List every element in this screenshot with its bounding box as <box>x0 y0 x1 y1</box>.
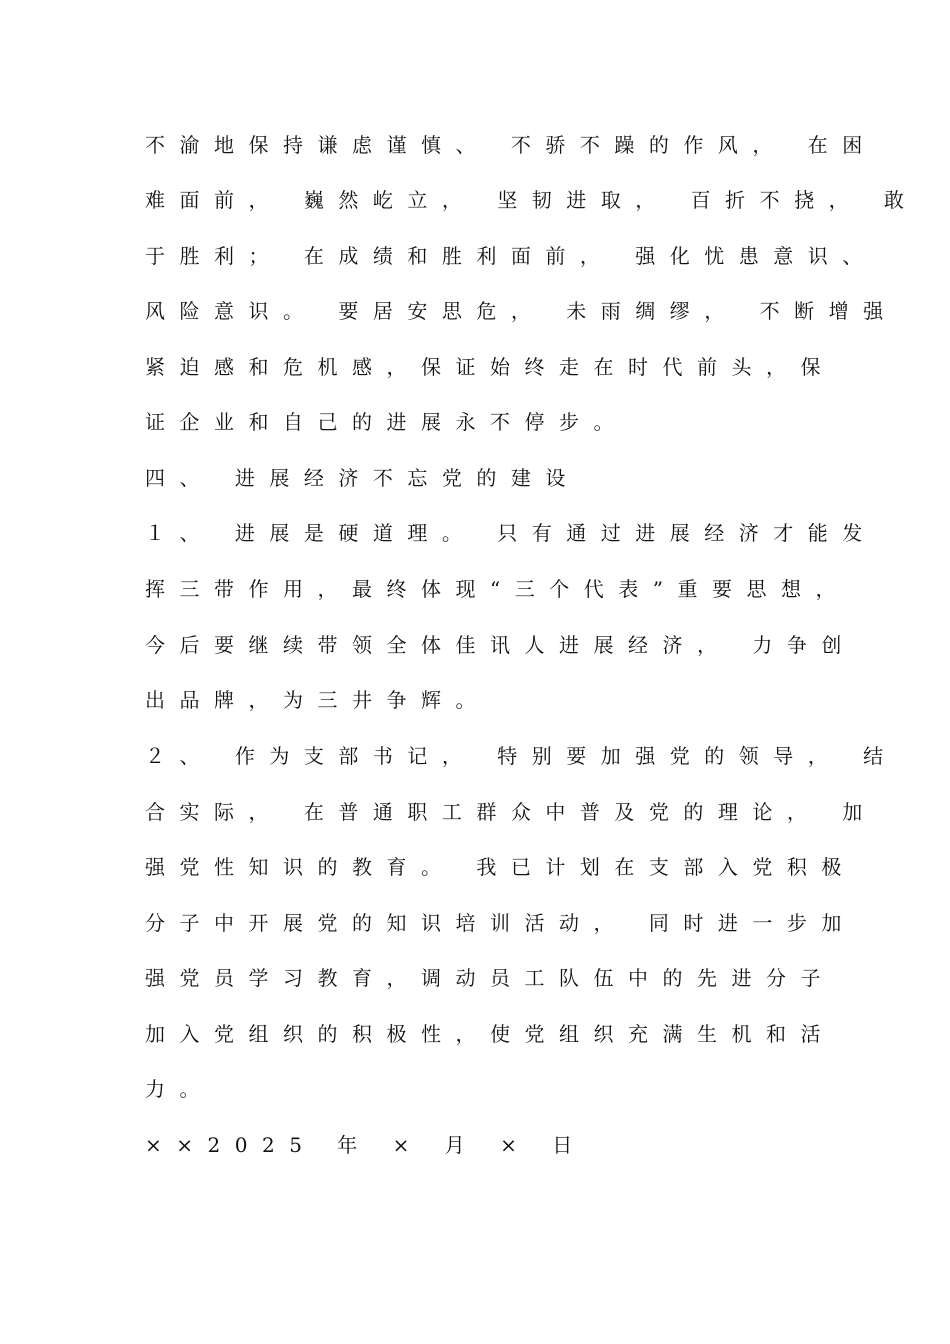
paragraph-line: 分子中开展党的知识培训活动， 同时进一步加 <box>145 911 856 935</box>
paragraph-line: 挥三带作用，最终体现“三个代表”重要思想， <box>145 577 850 601</box>
paragraph-line: 难面前， 巍然屹立， 坚韧进取， 百折不挠， 敢 <box>145 188 919 212</box>
paragraph-line: 合实际， 在普通职工群众中普及党的理论， 加 <box>145 800 877 824</box>
paragraph-line: 风险意识。 要居安思危， 未雨绸缪， 不断增强 <box>145 299 898 323</box>
paragraph-line: 出品牌，为三井争辉。 <box>145 688 490 712</box>
section-heading: 四、 进展经济不忘党的建设 <box>145 466 580 490</box>
paragraph-line: 不渝地保持谦虑谨慎、 不骄不躁的作风， 在困 <box>145 133 877 157</box>
paragraph-line: 紧迫感和危机感，保证始终走在时代前头，保 <box>145 355 835 379</box>
paragraph-line: ２、 作为支部书记， 特别要加强党的领导， 结 <box>145 744 898 768</box>
paragraph-line: 证企业和自己的进展永不停步。 <box>145 410 628 434</box>
paragraph-line: 加入党组织的积极性，使党组织充满生机和活 <box>145 1022 835 1046</box>
paragraph-line: １、 进展是硬道理。 只有通过进展经济才能发 <box>145 521 877 545</box>
paragraph-line: 强党员学习教育，调动员工队伍中的先进分子 <box>145 966 835 990</box>
paragraph-line: 今后要继续带领全体佳讯人进展经济， 力争创 <box>145 633 856 657</box>
paragraph-line: 强党性知识的教育。 我已计划在支部入党积极 <box>145 855 856 879</box>
paragraph-line: 于胜利； 在成绩和胜利面前， 强化忧患意识、 <box>145 244 877 268</box>
date-line: ××2025 年 × 月 × 日 <box>145 1133 587 1157</box>
paragraph-line: 力。 <box>145 1077 214 1101</box>
